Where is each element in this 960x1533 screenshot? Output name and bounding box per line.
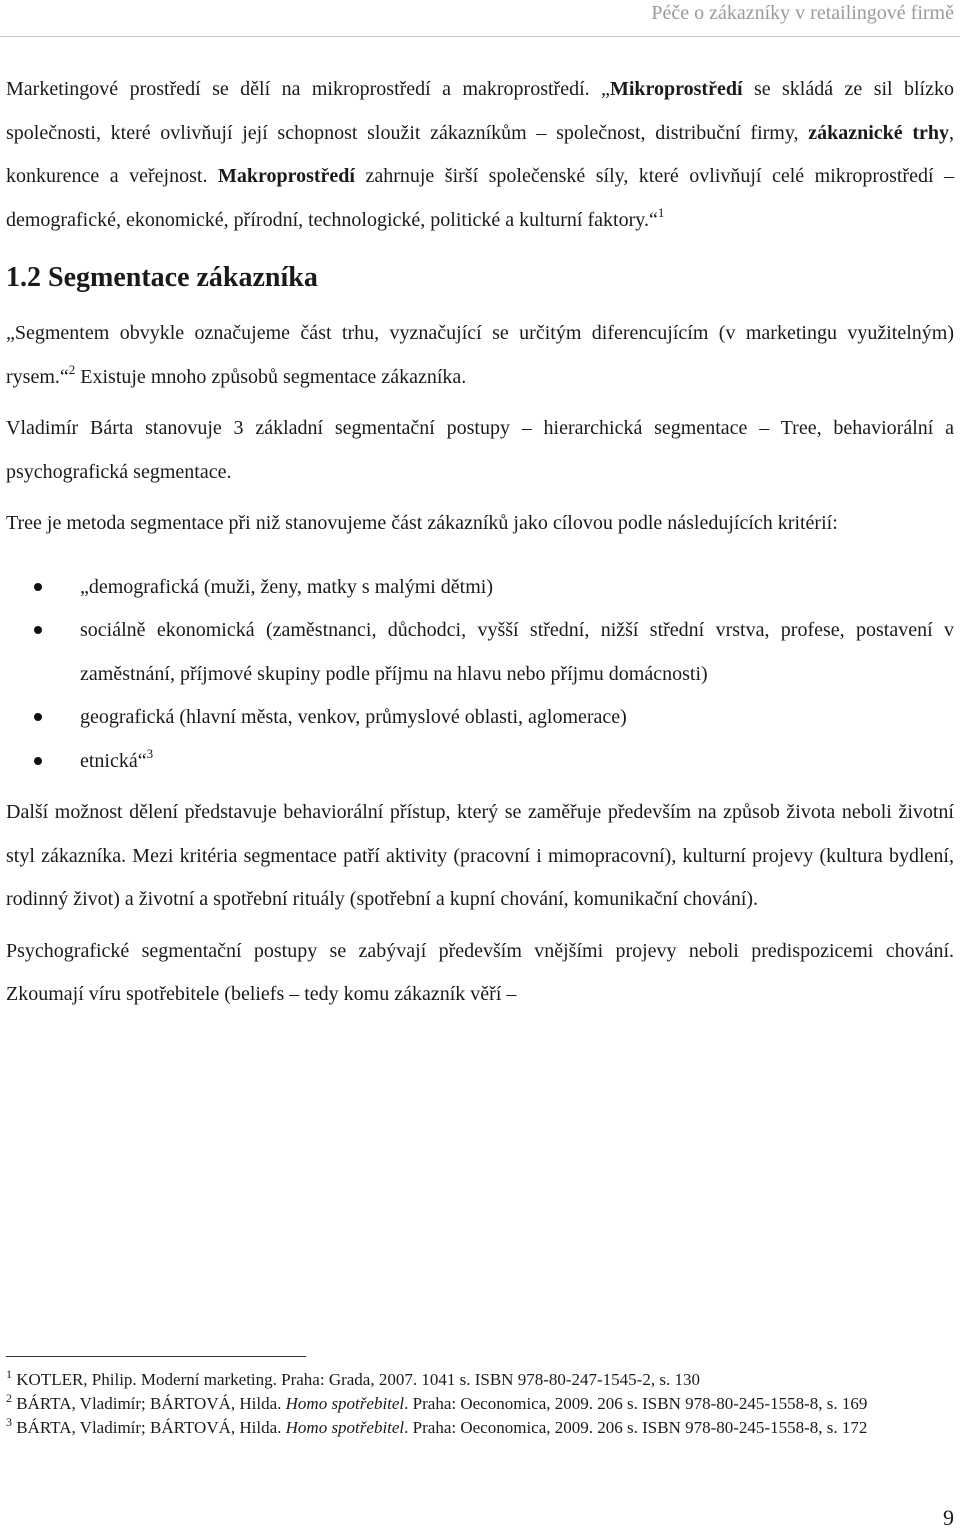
footnotes — [6, 1368, 954, 1440]
list-item: etnická“$^3$ — [6, 740, 954, 784]
footnote-2: $^2$ BÁRTA, Vladimír; BÁRTOVÁ, Hilda. Homo spotřebitel. Praha: Oeconomica, 2009. 206 s. ISBN 978-80-245-1558-8, s. 169 — [6, 1391, 868, 1413]
bullet-icon — [34, 583, 42, 591]
bullet-icon — [34, 626, 42, 634]
footnote-3: $^3$ BÁRTA, Vladimír; BÁRTOVÁ, Hilda. Homo spotřebitel. Praha: Oeconomica, 2009. 206 s. ISBN 978-80-245-1558-8, s. 172 — [6, 1415, 868, 1437]
bullet-icon — [34, 757, 42, 765]
header-rule — [0, 36, 960, 37]
footnote-separator — [6, 1356, 306, 1357]
footnote-ref-3: 3 — [146, 745, 154, 761]
list-item: sociálně ekonomická (zaměstnanci, důchodci, vyšší střední, nižší střední vrstva, profese, postavení v zaměstnání, příjmové skupiny podle příjmu na hlavu nebo příjmu domácnosti) — [6, 609, 954, 696]
term-mikroprostredi: Mikroprostředí — [609, 78, 743, 100]
list-item: geografická (hlavní města, venkov, průmyslové oblasti, aglomerace) — [6, 696, 954, 740]
paragraph-tree: Tree je metoda segmentace při niž stanovujeme část zákazníků jako cílovou podle následujících kritérií: — [6, 512, 838, 534]
section-heading: 1.2 Segmentace zákazníka — [6, 262, 318, 293]
paragraph-environment: Marketingové prostředí se dělí na mikroprostředí a makroprostředí. „Mikroprostředí se skládá ze sil blízko společnosti, které ovlivňují její schopnost sloužit zákazníkům – společnost, distribuční firmy, zákaznické trhy, konkurence a veřejnost. Makroprostředí zahrnuje širší společenské síly, které ovlivňují celé mikroprostředí – demografické, ekonomické, přírodní, technologické, politické a kulturní faktory.“$^1$ — [6, 78, 955, 231]
list-item: „demografická (muži, ženy, matky s malými dětmi) — [6, 566, 954, 610]
term-makroprostredi: Makroprostředí — [217, 165, 355, 187]
paragraph-barta: Vladimír Bárta stanovuje 3 základní segmentační postupy – hierarchická segmentace – Tree, behaviorální a psychografická segmentace. — [6, 417, 954, 483]
bullet-icon — [34, 713, 42, 721]
paragraph-psychographic: Psychografické segmentační postupy se zabývají především vnějšími projevy neboli predispozicemi chování. Zkoumají víru spotřebitele (beliefs – tedy komu zákazník věří – — [6, 939, 954, 1005]
page-number: 9 — [943, 1505, 954, 1530]
paragraph-behavioral: Další možnost dělení představuje behaviorální přístup, který se zaměřuje především na způsob života neboli životní styl zákazníka. Mezi kritéria segmentace patří aktivity (pracovní i mimopracovní), kulturní projevy (kultura bydlení, rodinný život) a životní a spotřební rituály (spotřební a kupní chování, komunikační chování). — [6, 801, 954, 910]
body-content — [6, 68, 954, 1017]
footnote-ref-2: 2 — [68, 361, 76, 377]
footnote-ref-1: 1 — [657, 204, 665, 220]
running-header: Péče o zákazníky v retailingové firmě — [651, 2, 954, 24]
term-zakaznicke-trhy: zákaznické trhy — [808, 121, 950, 144]
criteria-list — [6, 566, 954, 784]
paragraph-segment-definition: „Segmentem obvykle označujeme část trhu, vyznačující se určitým diferencujícím (v marketingu využitelným) rysem.“$^2$ Existuje mnoho způsobů segmentace zákazníka. — [6, 322, 954, 388]
footnote-1: $^1$ KOTLER, Philip. Moderní marketing. Praha: Grada, 2007. 1041 s. ISBN 978-80-247-1545-2, s. 130 — [6, 1367, 700, 1389]
